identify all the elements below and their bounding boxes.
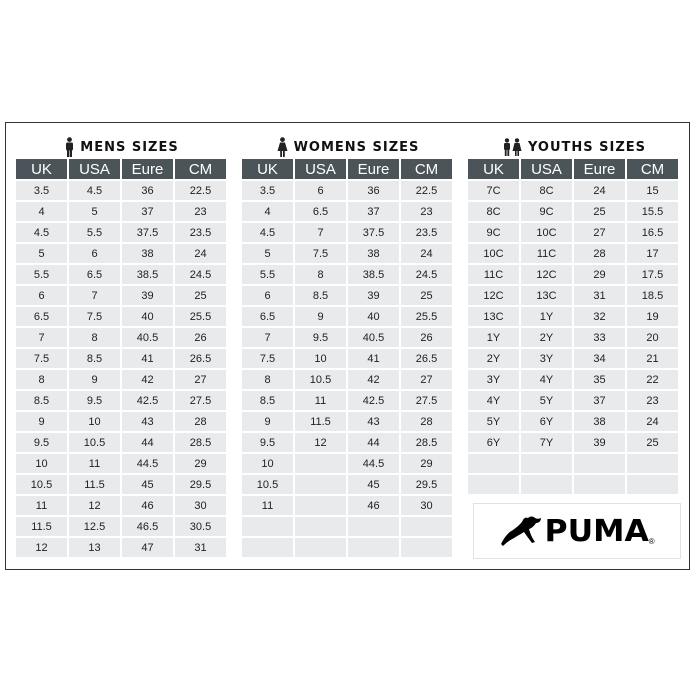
womens-size-group	[242, 135, 454, 559]
table-row	[468, 307, 678, 326]
column-header-uk: UK	[468, 159, 519, 179]
size-cell	[348, 538, 399, 557]
size-cell: 27.5	[175, 391, 226, 410]
youths-title	[468, 135, 680, 159]
table-row	[16, 244, 226, 263]
size-cell: 22.5	[401, 181, 452, 200]
table-row	[16, 328, 226, 347]
size-cell: 6	[16, 286, 67, 305]
size-cell: 8.5	[16, 391, 67, 410]
table-row	[242, 391, 452, 410]
size-cell: 9	[295, 307, 346, 326]
table-row	[16, 475, 226, 494]
size-cell	[574, 475, 625, 494]
size-cell: 38	[574, 412, 625, 431]
size-cell: 39	[122, 286, 173, 305]
size-cell: 11.5	[69, 475, 120, 494]
size-cell: 10.5	[295, 370, 346, 389]
size-cell: 17.5	[627, 265, 678, 284]
size-cell: 25	[574, 202, 625, 221]
table-row	[242, 244, 452, 263]
size-cell: 8.5	[69, 349, 120, 368]
table-row	[16, 349, 226, 368]
size-cell: 8	[69, 328, 120, 347]
size-cell: 12C	[468, 286, 519, 305]
size-cell: 11	[242, 496, 293, 515]
size-cell: 4.5	[16, 223, 67, 242]
column-header-uk: UK	[242, 159, 293, 179]
table-row	[242, 538, 452, 557]
size-cell: 36	[122, 181, 173, 200]
size-cell: 39	[348, 286, 399, 305]
size-cell	[295, 517, 346, 536]
size-cell: 11C	[521, 244, 572, 263]
size-cell: 42	[348, 370, 399, 389]
size-chart	[5, 122, 690, 570]
size-cell: 44	[348, 433, 399, 452]
size-cell: 5Y	[468, 412, 519, 431]
size-cell: 38	[122, 244, 173, 263]
size-cell: 26.5	[175, 349, 226, 368]
table-row	[468, 391, 678, 410]
table-row	[468, 181, 678, 200]
size-cell: 27	[401, 370, 452, 389]
column-header-usa: USA	[521, 159, 572, 179]
size-cell: 5	[69, 202, 120, 221]
table-row	[16, 307, 226, 326]
registered-mark: ®	[648, 537, 655, 546]
table-row	[242, 517, 452, 536]
table-row	[242, 412, 452, 431]
youths-size-group	[468, 135, 680, 496]
size-cell: 11.5	[16, 517, 67, 536]
size-cell: 30	[175, 496, 226, 515]
table-header-row	[242, 159, 452, 179]
woman-icon	[277, 137, 288, 157]
size-cell: 44	[122, 433, 173, 452]
size-cell	[295, 496, 346, 515]
size-cell: 11	[69, 454, 120, 473]
size-cell: 25	[401, 286, 452, 305]
table-row	[16, 370, 226, 389]
size-cell: 26.5	[401, 349, 452, 368]
size-cell	[627, 475, 678, 494]
table-row	[16, 286, 226, 305]
size-cell: 7	[16, 328, 67, 347]
size-cell: 21	[627, 349, 678, 368]
size-cell: 45	[348, 475, 399, 494]
size-cell	[295, 538, 346, 557]
size-cell: 9.5	[295, 328, 346, 347]
size-cell: 8C	[521, 181, 572, 200]
size-cell: 41	[348, 349, 399, 368]
size-cell: 13	[69, 538, 120, 557]
size-cell: 7	[242, 328, 293, 347]
size-cell: 19	[627, 307, 678, 326]
size-cell: 23.5	[175, 223, 226, 242]
table-header-row	[468, 159, 678, 179]
size-cell: 24	[627, 412, 678, 431]
size-cell: 10.5	[16, 475, 67, 494]
size-cell: 6.5	[242, 307, 293, 326]
size-cell	[468, 475, 519, 494]
table-header-row	[16, 159, 226, 179]
size-cell: 6Y	[521, 412, 572, 431]
table-row	[468, 223, 678, 242]
size-cell: 23	[175, 202, 226, 221]
size-cell: 41	[122, 349, 173, 368]
size-cell: 5	[16, 244, 67, 263]
size-cell: 6Y	[468, 433, 519, 452]
column-header-usa: USA	[295, 159, 346, 179]
size-cell: 4Y	[521, 370, 572, 389]
table-row	[242, 496, 452, 515]
size-cell: 30	[401, 496, 452, 515]
size-cell: 10.5	[69, 433, 120, 452]
table-row	[242, 223, 452, 242]
size-cell	[574, 454, 625, 473]
size-cell: 6	[295, 181, 346, 200]
size-cell: 8C	[468, 202, 519, 221]
size-cell: 38	[348, 244, 399, 263]
size-cell: 8	[295, 265, 346, 284]
size-cell: 4Y	[468, 391, 519, 410]
size-cell: 32	[574, 307, 625, 326]
size-cell: 12	[69, 496, 120, 515]
size-cell: 16.5	[627, 223, 678, 242]
size-cell: 1Y	[468, 328, 519, 347]
table-row	[16, 496, 226, 515]
size-cell: 8.5	[295, 286, 346, 305]
size-cell: 12C	[521, 265, 572, 284]
size-cell	[295, 454, 346, 473]
size-cell: 9.5	[16, 433, 67, 452]
table-row	[468, 202, 678, 221]
size-cell: 10C	[521, 223, 572, 242]
table-row	[16, 391, 226, 410]
size-cell: 22	[627, 370, 678, 389]
column-header-uk: UK	[16, 159, 67, 179]
size-cell: 7.5	[242, 349, 293, 368]
size-cell: 33	[574, 328, 625, 347]
size-cell: 2Y	[468, 349, 519, 368]
size-cell: 37.5	[348, 223, 399, 242]
size-cell: 2Y	[521, 328, 572, 347]
size-cell: 18.5	[627, 286, 678, 305]
table-row	[16, 265, 226, 284]
size-cell: 40.5	[348, 328, 399, 347]
table-row	[16, 412, 226, 431]
size-cell	[242, 517, 293, 536]
size-cell: 11	[16, 496, 67, 515]
table-row	[242, 181, 452, 200]
mens-title-text: MENS SIZES	[80, 139, 179, 155]
size-cell: 38.5	[122, 265, 173, 284]
table-row	[242, 202, 452, 221]
size-cell: 37	[348, 202, 399, 221]
size-cell: 13C	[521, 286, 572, 305]
mens-size-table	[14, 157, 228, 559]
size-cell: 24.5	[175, 265, 226, 284]
size-cell: 7C	[468, 181, 519, 200]
size-cell: 29.5	[175, 475, 226, 494]
column-header-cm: CM	[627, 159, 678, 179]
size-cell: 28	[401, 412, 452, 431]
column-header-eure: Eure	[122, 159, 173, 179]
table-row	[16, 517, 226, 536]
size-cell: 8.5	[242, 391, 293, 410]
table-row	[242, 454, 452, 473]
size-cell	[627, 454, 678, 473]
youths-size-table	[466, 157, 680, 496]
size-cell: 28.5	[175, 433, 226, 452]
size-cell: 10	[16, 454, 67, 473]
size-cell: 39	[574, 433, 625, 452]
man-icon	[65, 137, 74, 157]
size-cell: 5	[242, 244, 293, 263]
size-cell: 37	[574, 391, 625, 410]
size-cell: 11C	[468, 265, 519, 284]
puma-wordmark: PUMA	[544, 513, 650, 549]
size-cell: 42	[122, 370, 173, 389]
size-cell	[295, 475, 346, 494]
table-row	[468, 370, 678, 389]
table-row	[16, 181, 226, 200]
size-cell: 44.5	[122, 454, 173, 473]
size-cell: 12	[16, 538, 67, 557]
size-cell: 23.5	[401, 223, 452, 242]
size-cell: 17	[627, 244, 678, 263]
size-cell: 43	[348, 412, 399, 431]
size-cell: 46.5	[122, 517, 173, 536]
table-row	[16, 433, 226, 452]
table-row	[468, 454, 678, 473]
size-cell: 24.5	[401, 265, 452, 284]
size-cell: 3Y	[468, 370, 519, 389]
size-cell: 9	[16, 412, 67, 431]
column-header-cm: CM	[401, 159, 452, 179]
size-cell: 37.5	[122, 223, 173, 242]
size-cell: 7	[295, 223, 346, 242]
size-cell: 22.5	[175, 181, 226, 200]
table-row	[468, 286, 678, 305]
size-cell: 28	[175, 412, 226, 431]
size-cell: 3.5	[16, 181, 67, 200]
size-cell: 30.5	[175, 517, 226, 536]
table-row	[16, 223, 226, 242]
size-cell: 10	[242, 454, 293, 473]
size-cell: 7.5	[16, 349, 67, 368]
size-cell: 4	[16, 202, 67, 221]
puma-logo	[473, 503, 681, 559]
size-cell: 45	[122, 475, 173, 494]
size-cell: 4.5	[69, 181, 120, 200]
size-cell: 24	[401, 244, 452, 263]
table-row	[468, 328, 678, 347]
size-cell: 8	[16, 370, 67, 389]
size-cell: 6	[69, 244, 120, 263]
size-cell: 40	[348, 307, 399, 326]
size-cell: 10C	[468, 244, 519, 263]
table-row	[242, 265, 452, 284]
size-cell: 46	[122, 496, 173, 515]
size-cell	[348, 517, 399, 536]
size-cell: 11	[295, 391, 346, 410]
size-cell: 7.5	[69, 307, 120, 326]
size-cell: 34	[574, 349, 625, 368]
table-row	[16, 202, 226, 221]
size-cell: 29	[574, 265, 625, 284]
size-cell: 9C	[468, 223, 519, 242]
table-row	[468, 349, 678, 368]
size-cell: 25.5	[175, 307, 226, 326]
size-cell: 9	[242, 412, 293, 431]
table-row	[242, 433, 452, 452]
size-cell: 26	[401, 328, 452, 347]
size-cell: 29	[175, 454, 226, 473]
table-row	[242, 475, 452, 494]
puma-cat-icon	[499, 514, 543, 548]
size-cell: 9C	[521, 202, 572, 221]
size-cell: 28	[574, 244, 625, 263]
size-cell: 7Y	[521, 433, 572, 452]
mens-title	[16, 135, 228, 159]
size-cell: 9.5	[69, 391, 120, 410]
size-cell: 5.5	[16, 265, 67, 284]
size-cell: 31	[574, 286, 625, 305]
size-cell: 6.5	[69, 265, 120, 284]
size-cell: 29.5	[401, 475, 452, 494]
size-cell: 35	[574, 370, 625, 389]
size-cell	[401, 517, 452, 536]
size-cell: 11.5	[295, 412, 346, 431]
size-cell: 9.5	[242, 433, 293, 452]
size-cell: 25.5	[401, 307, 452, 326]
table-row	[242, 349, 452, 368]
size-cell: 47	[122, 538, 173, 557]
size-cell: 37	[122, 202, 173, 221]
size-cell: 23	[401, 202, 452, 221]
size-cell	[401, 538, 452, 557]
size-cell: 4	[242, 202, 293, 221]
size-cell	[521, 454, 572, 473]
size-cell: 6	[242, 286, 293, 305]
womens-title	[242, 135, 454, 159]
size-cell: 40	[122, 307, 173, 326]
size-cell: 26	[175, 328, 226, 347]
size-cell: 10	[295, 349, 346, 368]
table-row	[16, 538, 226, 557]
size-cell: 13C	[468, 307, 519, 326]
size-cell: 12	[295, 433, 346, 452]
size-cell: 15.5	[627, 202, 678, 221]
size-cell: 4.5	[242, 223, 293, 242]
size-cell: 27	[175, 370, 226, 389]
size-cell: 27	[574, 223, 625, 242]
size-cell: 42.5	[348, 391, 399, 410]
size-cell: 9	[69, 370, 120, 389]
size-cell: 20	[627, 328, 678, 347]
size-cell: 3.5	[242, 181, 293, 200]
size-cell	[521, 475, 572, 494]
size-cell: 36	[348, 181, 399, 200]
size-cell: 5.5	[242, 265, 293, 284]
column-header-eure: Eure	[574, 159, 625, 179]
table-row	[468, 433, 678, 452]
size-cell: 40.5	[122, 328, 173, 347]
children-icon	[502, 138, 522, 156]
table-row	[16, 454, 226, 473]
size-cell	[468, 454, 519, 473]
table-row	[468, 475, 678, 494]
size-cell: 3Y	[521, 349, 572, 368]
size-cell: 10.5	[242, 475, 293, 494]
size-cell: 7	[69, 286, 120, 305]
column-header-eure: Eure	[348, 159, 399, 179]
size-cell: 25	[175, 286, 226, 305]
size-cell: 42.5	[122, 391, 173, 410]
womens-size-table	[240, 157, 454, 559]
size-cell: 24	[574, 181, 625, 200]
size-cell: 10	[69, 412, 120, 431]
column-header-cm: CM	[175, 159, 226, 179]
table-row	[242, 328, 452, 347]
size-cell: 23	[627, 391, 678, 410]
size-cell: 12.5	[69, 517, 120, 536]
size-cell: 43	[122, 412, 173, 431]
youths-title-text: YOUTHS SIZES	[527, 139, 647, 155]
size-cell: 5Y	[521, 391, 572, 410]
table-row	[242, 370, 452, 389]
size-cell: 28.5	[401, 433, 452, 452]
size-cell: 6.5	[16, 307, 67, 326]
size-cell	[242, 538, 293, 557]
size-cell: 8	[242, 370, 293, 389]
size-cell: 24	[175, 244, 226, 263]
size-cell: 15	[627, 181, 678, 200]
table-row	[468, 265, 678, 284]
table-row	[468, 244, 678, 263]
table-row	[468, 412, 678, 431]
size-cell: 27.5	[401, 391, 452, 410]
size-cell: 7.5	[295, 244, 346, 263]
size-cell: 38.5	[348, 265, 399, 284]
size-cell: 46	[348, 496, 399, 515]
column-header-usa: USA	[69, 159, 120, 179]
womens-title-text: WOMENS SIZES	[293, 139, 420, 155]
mens-size-group	[16, 135, 228, 559]
table-row	[242, 286, 452, 305]
size-cell: 31	[175, 538, 226, 557]
table-row	[242, 307, 452, 326]
size-cell: 6.5	[295, 202, 346, 221]
size-cell: 44.5	[348, 454, 399, 473]
size-cell: 25	[627, 433, 678, 452]
size-cell: 5.5	[69, 223, 120, 242]
size-cell: 29	[401, 454, 452, 473]
size-cell: 1Y	[521, 307, 572, 326]
